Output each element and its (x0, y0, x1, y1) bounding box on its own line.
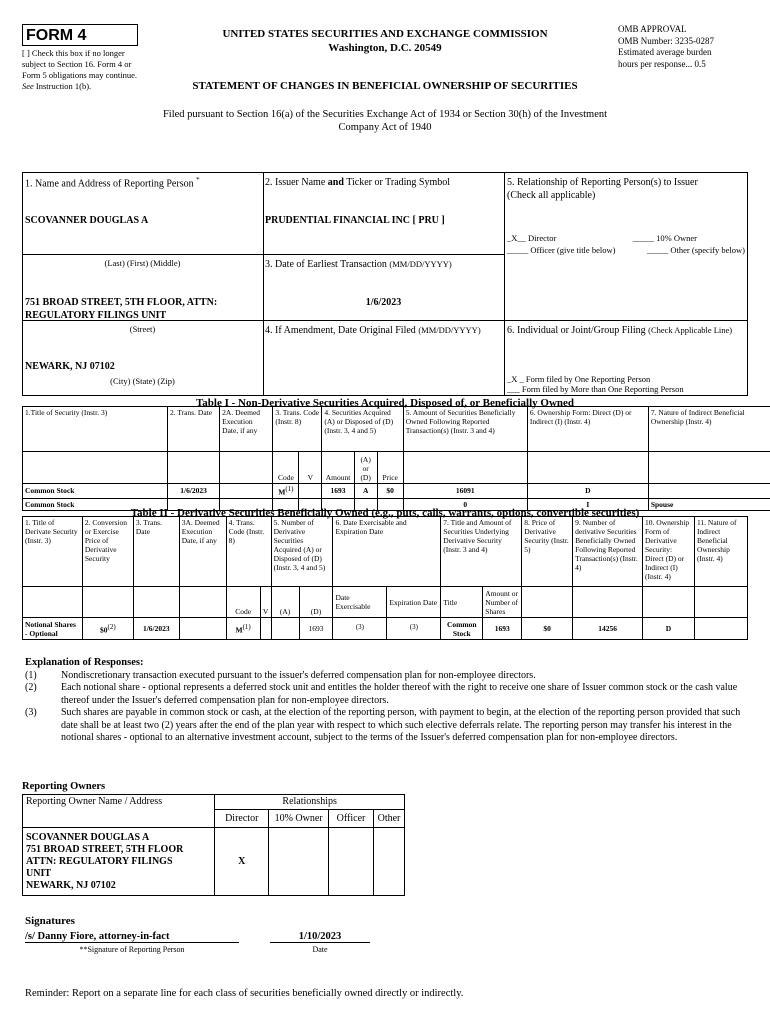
checkbox-note-see: See (22, 81, 34, 91)
ro-other (373, 828, 404, 896)
t2-r-code (226, 618, 260, 640)
box6-sub: (Check Applicable Line) (648, 325, 733, 335)
one-person-check: _X _ Form filed by One Reporting Person (507, 374, 651, 384)
t2-h-underlying: 7. Title and Amount of Securities Underlying Derivative Security (Instr. 3 and 4) (441, 517, 522, 587)
t1-r0-amount: 1693 (322, 484, 354, 499)
t2-r-v (260, 618, 271, 640)
t2-sh-v: V (260, 587, 271, 618)
t2-h-number: 5. Number of Derivative Securities Acquired (A) or Disposed of (D) (Instr. 3, 4 and 5) (271, 517, 333, 587)
box1-label-text: 1. Name and Address of Reporting Person (25, 178, 194, 190)
agency-city: Washington, D.C. 20549 (328, 42, 442, 54)
t1-r1-nature: Spouse (648, 498, 770, 510)
t1-sh-amount: Amount (322, 452, 354, 484)
reporting-person-name: SCOVANNER DOUGLAS A (25, 215, 149, 226)
statement-title: STATEMENT OF CHANGES IN BENEFICIAL OWNERSHIP OF SECURITIES (192, 80, 578, 92)
t1-r0-price: $0 (377, 484, 403, 499)
box5-label (507, 176, 745, 202)
box6-label (507, 324, 747, 337)
box2-label-and: and (327, 177, 344, 188)
omb-block (618, 24, 748, 70)
t2-r-expiration: (3) (409, 622, 418, 631)
t2-r-nature (694, 618, 747, 640)
checkbox-note (22, 48, 150, 92)
ro-owner-line: UNIT (26, 867, 52, 879)
t2-sh-amount: Amount or Number of Shares (483, 587, 522, 618)
t2-h-deriv-price: 8. Price of Derivative Security (Instr. 5) (522, 517, 573, 587)
t2-r-under-title: Common Stock (441, 618, 483, 640)
ro-sub-other: Other (373, 810, 404, 828)
t2-sh-a: (A) (271, 587, 299, 618)
t2-sh-exercisable: Date Exercisable (333, 587, 387, 618)
t1-r0-form: D (527, 484, 648, 499)
ro-col-name: Reporting Owner Name / Address (23, 795, 215, 828)
t1-r0-code-value: M (278, 487, 286, 497)
signatures-title: Signatures (25, 915, 75, 927)
reporting-owners-table (22, 794, 405, 896)
explanation-item (25, 707, 745, 745)
t2-sh-code: Code (226, 587, 260, 618)
explanation-item (25, 682, 745, 707)
ro-owner-line: ATTN: REGULATORY FILINGS (26, 855, 173, 867)
box4-label (265, 324, 481, 337)
box4-label-text: 4. If Amendment, Date Original Filed (265, 325, 416, 336)
ro-col-rel: Relationships (215, 795, 405, 810)
reporting-owners-title: Reporting Owners (22, 781, 106, 792)
box5-sub: (Check all applicable) (507, 190, 596, 201)
t2-h-exercisable: 6. Date Exercisable and Expiration Date (333, 517, 441, 587)
t2-r-code-value: M (235, 625, 243, 635)
ro-sub-officer: Officer (329, 810, 374, 828)
owner10-check: _____ 10% Owner (632, 233, 697, 243)
table2-title: Table II - Derivative Securities Beneficially Owned (e.g., puts, calls, warrants, options, convertible securities) (130, 507, 640, 519)
filing-checks (507, 374, 684, 394)
t1-r0-title: Common Stock (23, 484, 168, 499)
table2-row (23, 618, 748, 640)
reporting-person-city: NEWARK, NJ 07102 (25, 361, 115, 372)
explanation-text: Each notional share - optional represents a deferred stock unit and entitles the holder thereof with the right to receive one share of Issuer common stock or the cash value thereof under the Issuer's deferred compensation plan for non-employee directors. (61, 682, 738, 706)
t1-r0-nature (648, 484, 770, 499)
table1 (22, 406, 770, 511)
t1-h-owned: 5. Amount of Securities Beneficially Owned Following Reported Transaction(s) (Instr. 3 and 4) (403, 407, 527, 452)
more-person-check: ___ Form filed by More than One Reporting Person (507, 384, 684, 394)
omb-burden: Estimated average burden (618, 47, 712, 57)
omb-number: OMB Number: 3235-0287 (618, 35, 714, 46)
t2-r-title: Notional Shares - Optional (23, 618, 83, 640)
box3-label-text: 3. Date of Earliest Transaction (265, 259, 387, 270)
checkbox-note-text: [ ] Check this box if no longer subject to Section 16. Form 4 or Form 5 obligations may continue. (22, 48, 137, 80)
t1-r1-owned: 0 (403, 498, 527, 510)
t2-r-deriv-price: $0 (522, 618, 573, 640)
signature-date: 1/10/2023 (270, 931, 370, 943)
t2-h-code: 4. Trans. Code (Instr. 8) (226, 517, 271, 587)
explanation-text: Such shares are payable in common stock or cash, at the election of the reporting person, with payment to begin, at the election of the reporting person provided that such date shall be at least two (2) years after the end of the plan year with respect to which such elective deferrals relate. The reporting person may transfer his interest in the notional shares - optional to an alternative investment account, subject to the terms of the Issuer's deferred compensation plan for non-employee directors. (61, 707, 741, 743)
ro-officer (329, 828, 374, 896)
t1-r0-v (299, 484, 322, 499)
t2-sh-d: (D) (299, 587, 333, 618)
ro-owner10 (269, 828, 329, 896)
signer-name: /s/ Danny Fiore, attorney-in-fact (25, 931, 239, 943)
t2-r-form: D (643, 618, 695, 640)
filed-pursuant: Filed pursuant to Section 16(a) of the Securities Exchange Act of 1934 or Section 30(h) of the Investment Company Act of 1940 (162, 109, 608, 133)
signature-date-caption: Date (312, 945, 328, 954)
t2-r-price-note: (2) (107, 622, 116, 631)
form-title: FORM 4 (22, 24, 138, 46)
t1-h-deemed: 2A. Deemed Execution Date, if any (220, 407, 273, 452)
table1-title: Table I - Non-Derivative Securities Acquired, Disposed of, or Beneficially Owned (195, 397, 575, 409)
earliest-transaction-date: 1/6/2023 (365, 297, 402, 308)
t1-sh-code: Code (273, 452, 299, 484)
t1-r0-ad: A (354, 484, 377, 499)
relationship-checks (507, 232, 745, 256)
ro-owner-line: SCOVANNER DOUGLAS A (26, 831, 150, 843)
explanation-text: Nondiscretionary transaction executed pursuant to the issuer's deferred compensation plan for non-employee directors. (61, 669, 536, 681)
top-box-frame (22, 172, 748, 396)
reporting-person-street: 751 BROAD STREET, 5TH FLOOR, ATTN: REGULATORY FILINGS UNIT (25, 297, 218, 321)
issuer-name: PRUDENTIAL FINANCIAL INC [ PRU ] (265, 215, 445, 226)
t1-h-acquired: 4. Securities Acquired (A) or Disposed of (D) (Instr. 3, 4 and 5) (322, 407, 403, 452)
name-parts-label: (Last) (First) (Middle) (104, 258, 181, 268)
other-check: _____ Other (specify below) (647, 245, 745, 255)
box4-format: (MM/DD/YYYY) (418, 325, 481, 335)
t1-r1-title: Common Stock (23, 498, 168, 510)
t2-r-deemed (179, 618, 226, 640)
t2-h-date: 3. Trans. Date (133, 517, 179, 587)
city-label: (City) (State) (Zip) (110, 376, 175, 386)
t2-h-deemed: 3A. Deemed Execution Date, if any (179, 517, 226, 587)
t1-h-date: 2. Trans. Date (168, 407, 220, 452)
ro-director: X (215, 828, 269, 896)
box3-format: (MM/DD/YYYY) (389, 259, 452, 269)
ro-sub-owner10: 10% Owner (269, 810, 329, 828)
t2-sh-title: Title (441, 587, 483, 618)
t2-r-under-amount: 1693 (483, 618, 522, 640)
reminder: Reminder: Report on a separate line for each class of securities beneficially owned directly or indirectly. (25, 988, 464, 999)
t2-r-exercisable: (3) (355, 622, 365, 631)
t1-r0-date: 1/6/2023 (168, 484, 220, 499)
box6-label-text: 6. Individual or Joint/Group Filing (507, 325, 646, 336)
t2-h-owned: 9. Number of derivative Securities Beneficially Owned Following Reported Transaction(s) (Instr. 4) (573, 517, 643, 587)
t2-r-code-note: (1) (242, 622, 251, 631)
box1-label-mark: * (196, 176, 200, 184)
omb-hours: hours per response... 0.5 (618, 58, 706, 69)
t2-r-price-value: $0 (100, 625, 108, 635)
box3-label (265, 258, 452, 271)
table1-row (23, 484, 770, 499)
t2-r-owned: 14256 (573, 618, 643, 640)
box5-label-text: 5. Relationship of Reporting Person(s) to Issuer (507, 177, 698, 188)
box1-label (25, 176, 200, 190)
t1-r1-form: I (527, 498, 648, 510)
ro-owner-line: 751 BROAD STREET, 5TH FLOOR (26, 843, 184, 855)
box2-label-b: Ticker or Trading Symbol (346, 177, 451, 188)
t1-h-form: 6. Ownership Form: Direct (D) or Indirect (I) (Instr. 4) (527, 407, 648, 452)
t1-r0-code-note: (1) (285, 485, 294, 493)
t1-sh-price: Price (377, 452, 403, 484)
t1-sh-v: V (299, 452, 322, 484)
officer-check: _____ Officer (give title below) (507, 245, 616, 255)
t2-h-title: 1. Title of Derivate Security (Instr. 3) (23, 517, 83, 587)
ro-sub-director: Director (215, 810, 269, 828)
t2-r-d: 1693 (299, 618, 333, 640)
t2-sh-expiration: Expiration Date (387, 587, 441, 618)
t2-h-price: 2. Conversion or Exercise Price of Derivative Security (82, 517, 133, 587)
ro-owner (23, 828, 215, 896)
t2-h-form: 10. Ownership Form of Derivative Security: Direct (D) or Indirect (I) (Instr. 4) (643, 517, 695, 587)
t1-h-nature: 7. Nature of Indirect Beneficial Ownership (Instr. 4) (648, 407, 770, 452)
t2-h-nature: 11. Nature of Indirect Beneficial Ownership (Instr. 4) (694, 517, 747, 587)
t1-sh-ad: (A) or (D) (354, 452, 377, 484)
explanation-num: (3) (25, 707, 37, 718)
explanation-title: Explanation of Responses: (25, 657, 144, 668)
director-check: _X__ Director (507, 233, 557, 243)
explanation-num: (2) (25, 682, 37, 693)
street-label: (Street) (129, 324, 156, 334)
t2-r-a (271, 618, 299, 640)
agency-name: UNITED STATES SECURITIES AND EXCHANGE COMMISSION (222, 28, 548, 40)
t1-r0-code (273, 484, 299, 499)
signer-caption: **Signature of Reporting Person (79, 945, 185, 954)
t1-r0-deemed (220, 484, 273, 499)
explanation-item (25, 670, 745, 683)
t2-r-date: 1/6/2023 (133, 618, 179, 640)
explanation-num: (1) (25, 669, 37, 681)
omb-approval: OMB APPROVAL (618, 24, 687, 34)
t1-r0-owned: 16091 (403, 484, 527, 499)
t1-h-code: 3. Trans. Code (Instr. 8) (273, 407, 322, 452)
table2 (22, 516, 748, 640)
box2-label (265, 176, 450, 189)
ro-owner-line: NEWARK, NJ 07102 (26, 879, 116, 891)
t2-r-price (82, 618, 133, 640)
explanation (25, 657, 745, 745)
checkbox-note-instr: Instruction 1(b). (35, 81, 92, 91)
box2-label-a: 2. Issuer Name (265, 177, 326, 188)
t1-h-title: 1.Title of Security (Instr. 3) (23, 407, 168, 452)
